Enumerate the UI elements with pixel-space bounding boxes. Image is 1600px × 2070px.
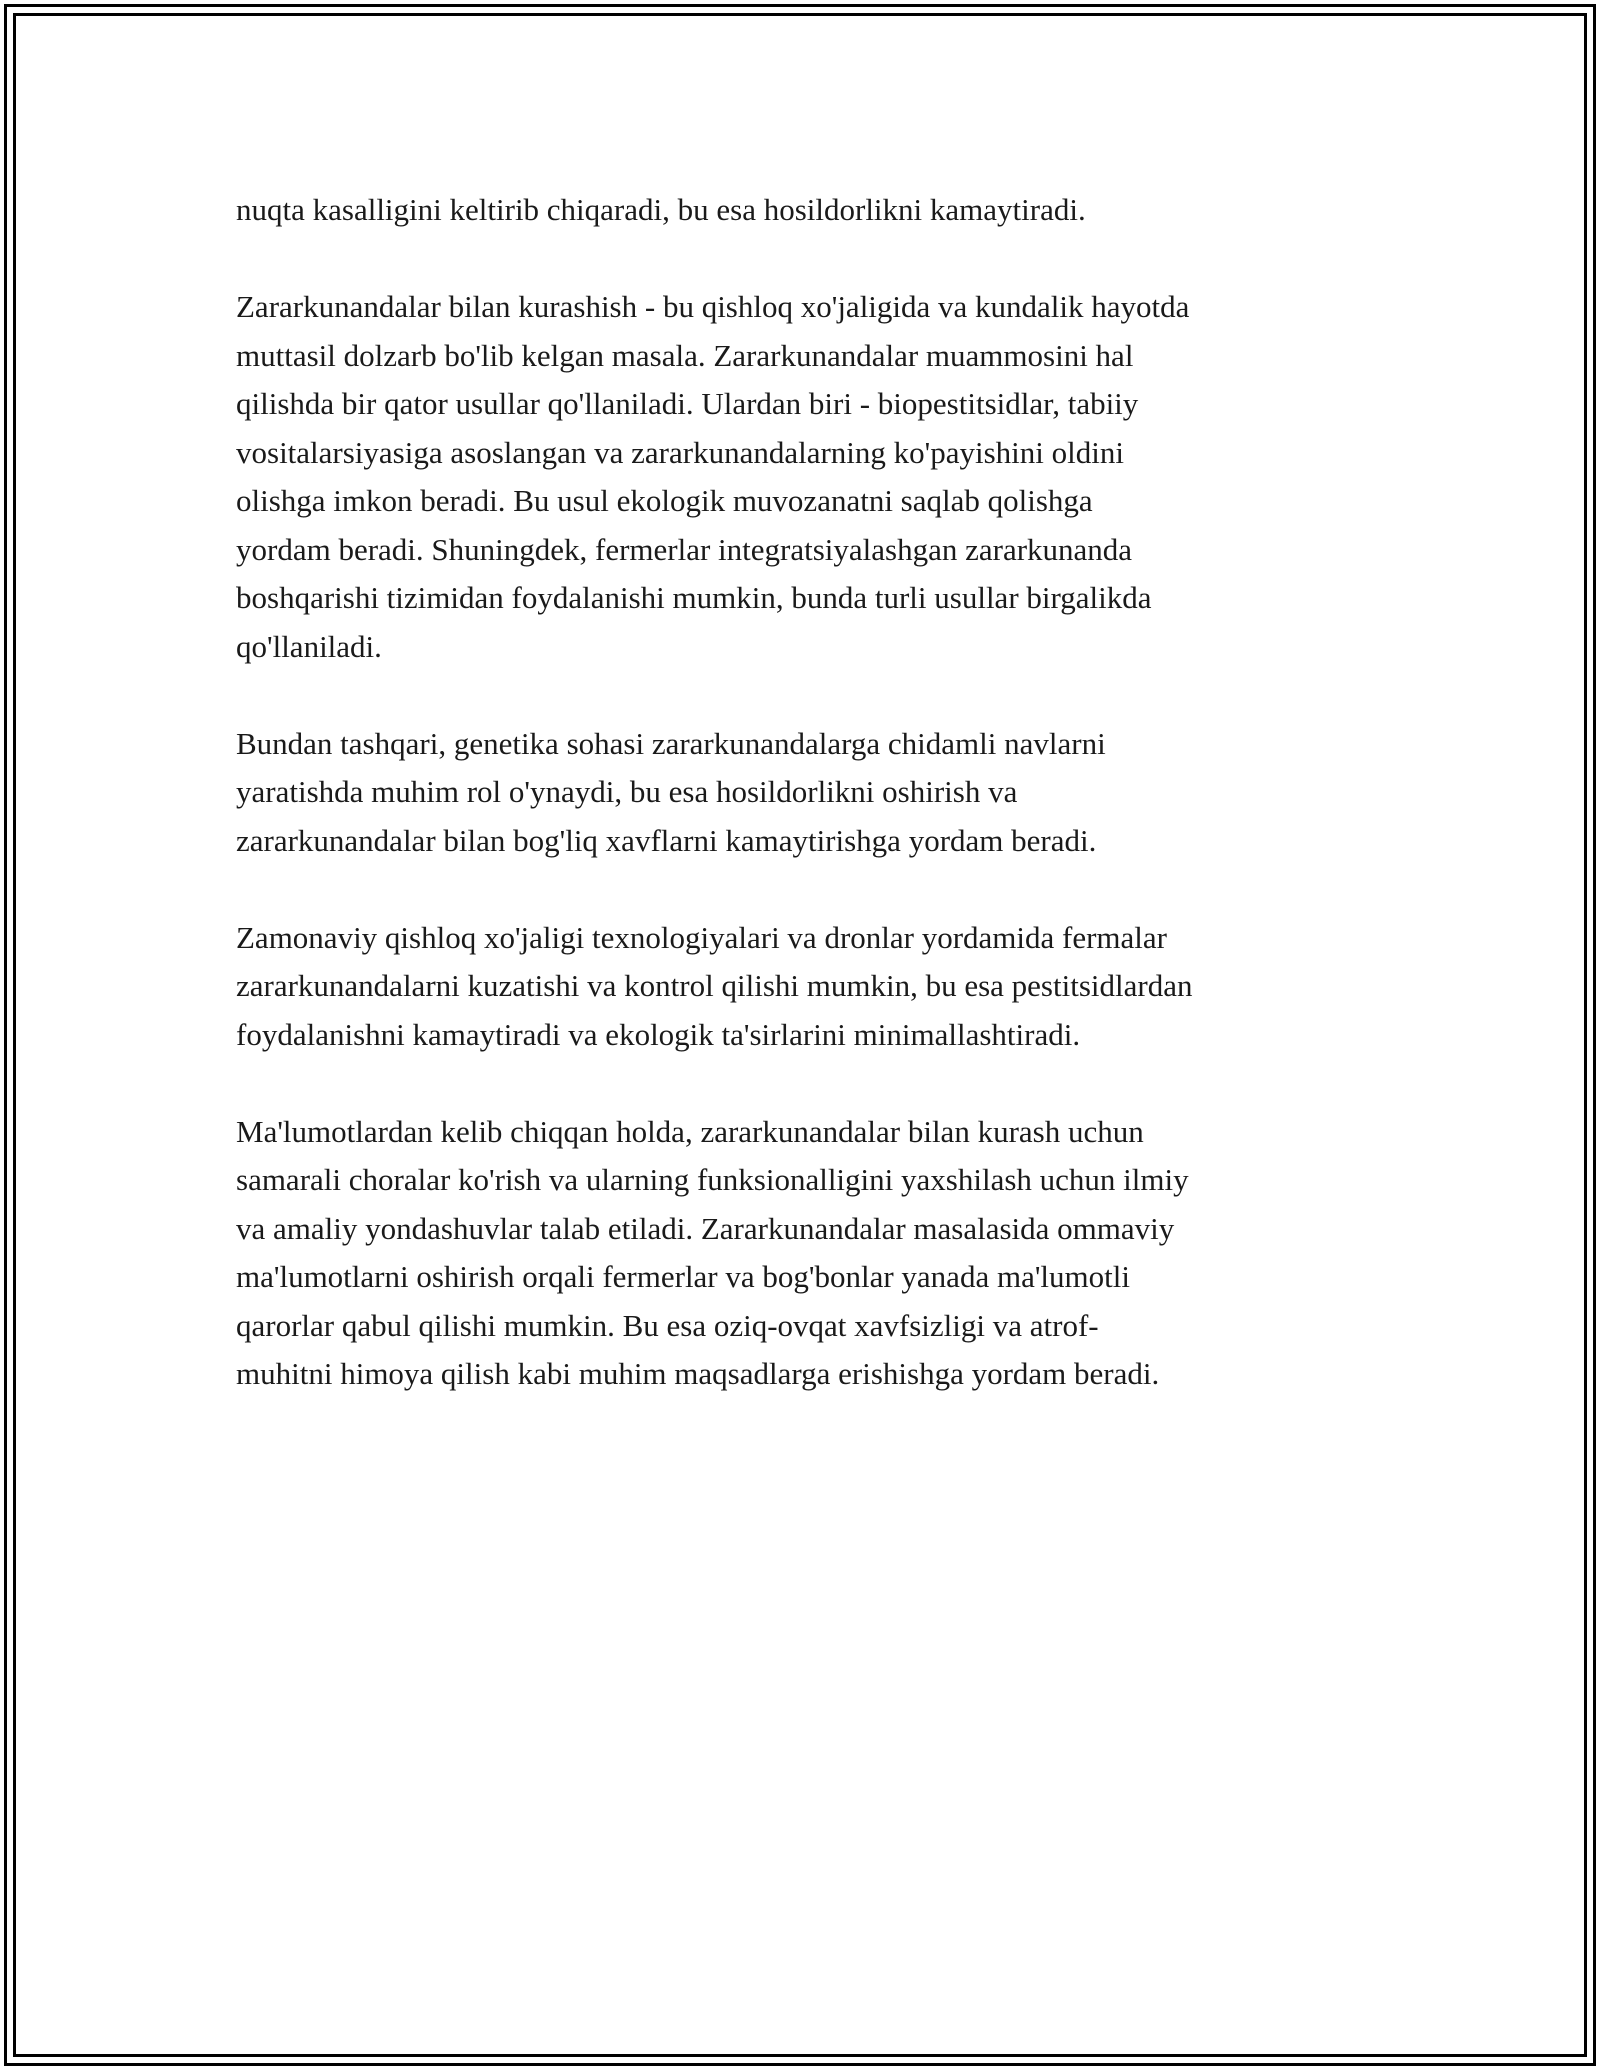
text-line: qarorlar qabul qilishi mumkin. Bu esa oziq-ovqat xavfsizligi va atrof-	[236, 1307, 1099, 1343]
text-line: muttasil dolzarb bo'lib kelgan masala. Zararkunandalar muammosini hal	[236, 337, 1134, 373]
paragraph-1	[236, 186, 1386, 235]
text-line: Bundan tashqari, genetika sohasi zararkunandalarga chidamli navlarni	[236, 725, 1106, 761]
text-line: nuqta kasalligini keltirib chiqaradi, bu esa hosildorlikni kamaytiradi.	[236, 192, 1086, 227]
text-line: yordam beradi. Shuningdek, fermerlar integratsiyalashgan zararkunanda	[236, 531, 1133, 567]
paragraph-2	[236, 283, 1386, 671]
text-line: Zararkunandalar bilan kurashish - bu qishloq xo'jaligida va kundalik hayotda	[236, 289, 1190, 324]
text-line: boshqarishi tizimidan foydalanishi mumkin, bunda turli usullar birgalikda	[236, 580, 1152, 615]
paragraph-5	[236, 1108, 1386, 1399]
text-line: ma'lumotlarni oshirish orqali fermerlar va bog'bonlar yanada ma'lumotli	[236, 1259, 1130, 1294]
text-line: zararkunandalar bilan bog'liq xavflarni kamaytirishga yordam beradi.	[236, 822, 1097, 858]
paragraph-4	[236, 914, 1386, 1060]
text-line: muhitni himoya qilish kabi muhim maqsadlarga erishishga yordam beradi.	[236, 1356, 1160, 1391]
text-line: qo'llaniladi.	[236, 628, 382, 664]
text-line: olishga imkon beradi. Bu usul ekologik muvozanatni saqlab qolishga	[236, 483, 1093, 518]
text-line: zararkunandalarni kuzatishi va kontrol qilishi mumkin, bu esa pestitsidlardan	[236, 968, 1193, 1003]
text-line: foydalanishni kamaytiradi va ekologik ta'sirlarini minimallashtiradi.	[236, 1016, 1081, 1052]
text-line: yaratishda muhim rol o'ynaydi, bu esa hosildorlikni oshirish va	[236, 774, 1018, 809]
document-body	[236, 186, 1386, 1447]
text-line: qilishda bir qator usullar qo'llaniladi. Ulardan biri - biopestitsidlar, tabiiy	[236, 386, 1139, 421]
text-line: va amaliy yondashuvlar talab etiladi. Zararkunandalar masalasida ommaviy	[236, 1210, 1175, 1246]
text-line: vositalarsiyasiga asoslangan va zararkunandalarning ko'payishini oldini	[236, 434, 1124, 470]
text-line: Ma'lumotlardan kelib chiqqan holda, zararkunandalar bilan kurash uchun	[236, 1113, 1144, 1149]
text-line: samarali choralar ko'rish va ularning funksionalligini yaxshilash uchun ilmiy	[236, 1162, 1189, 1197]
paragraph-3	[236, 720, 1386, 866]
text-line: Zamonaviy qishloq xo'jaligi texnologiyalari va dronlar yordamida fermalar	[236, 919, 1167, 955]
